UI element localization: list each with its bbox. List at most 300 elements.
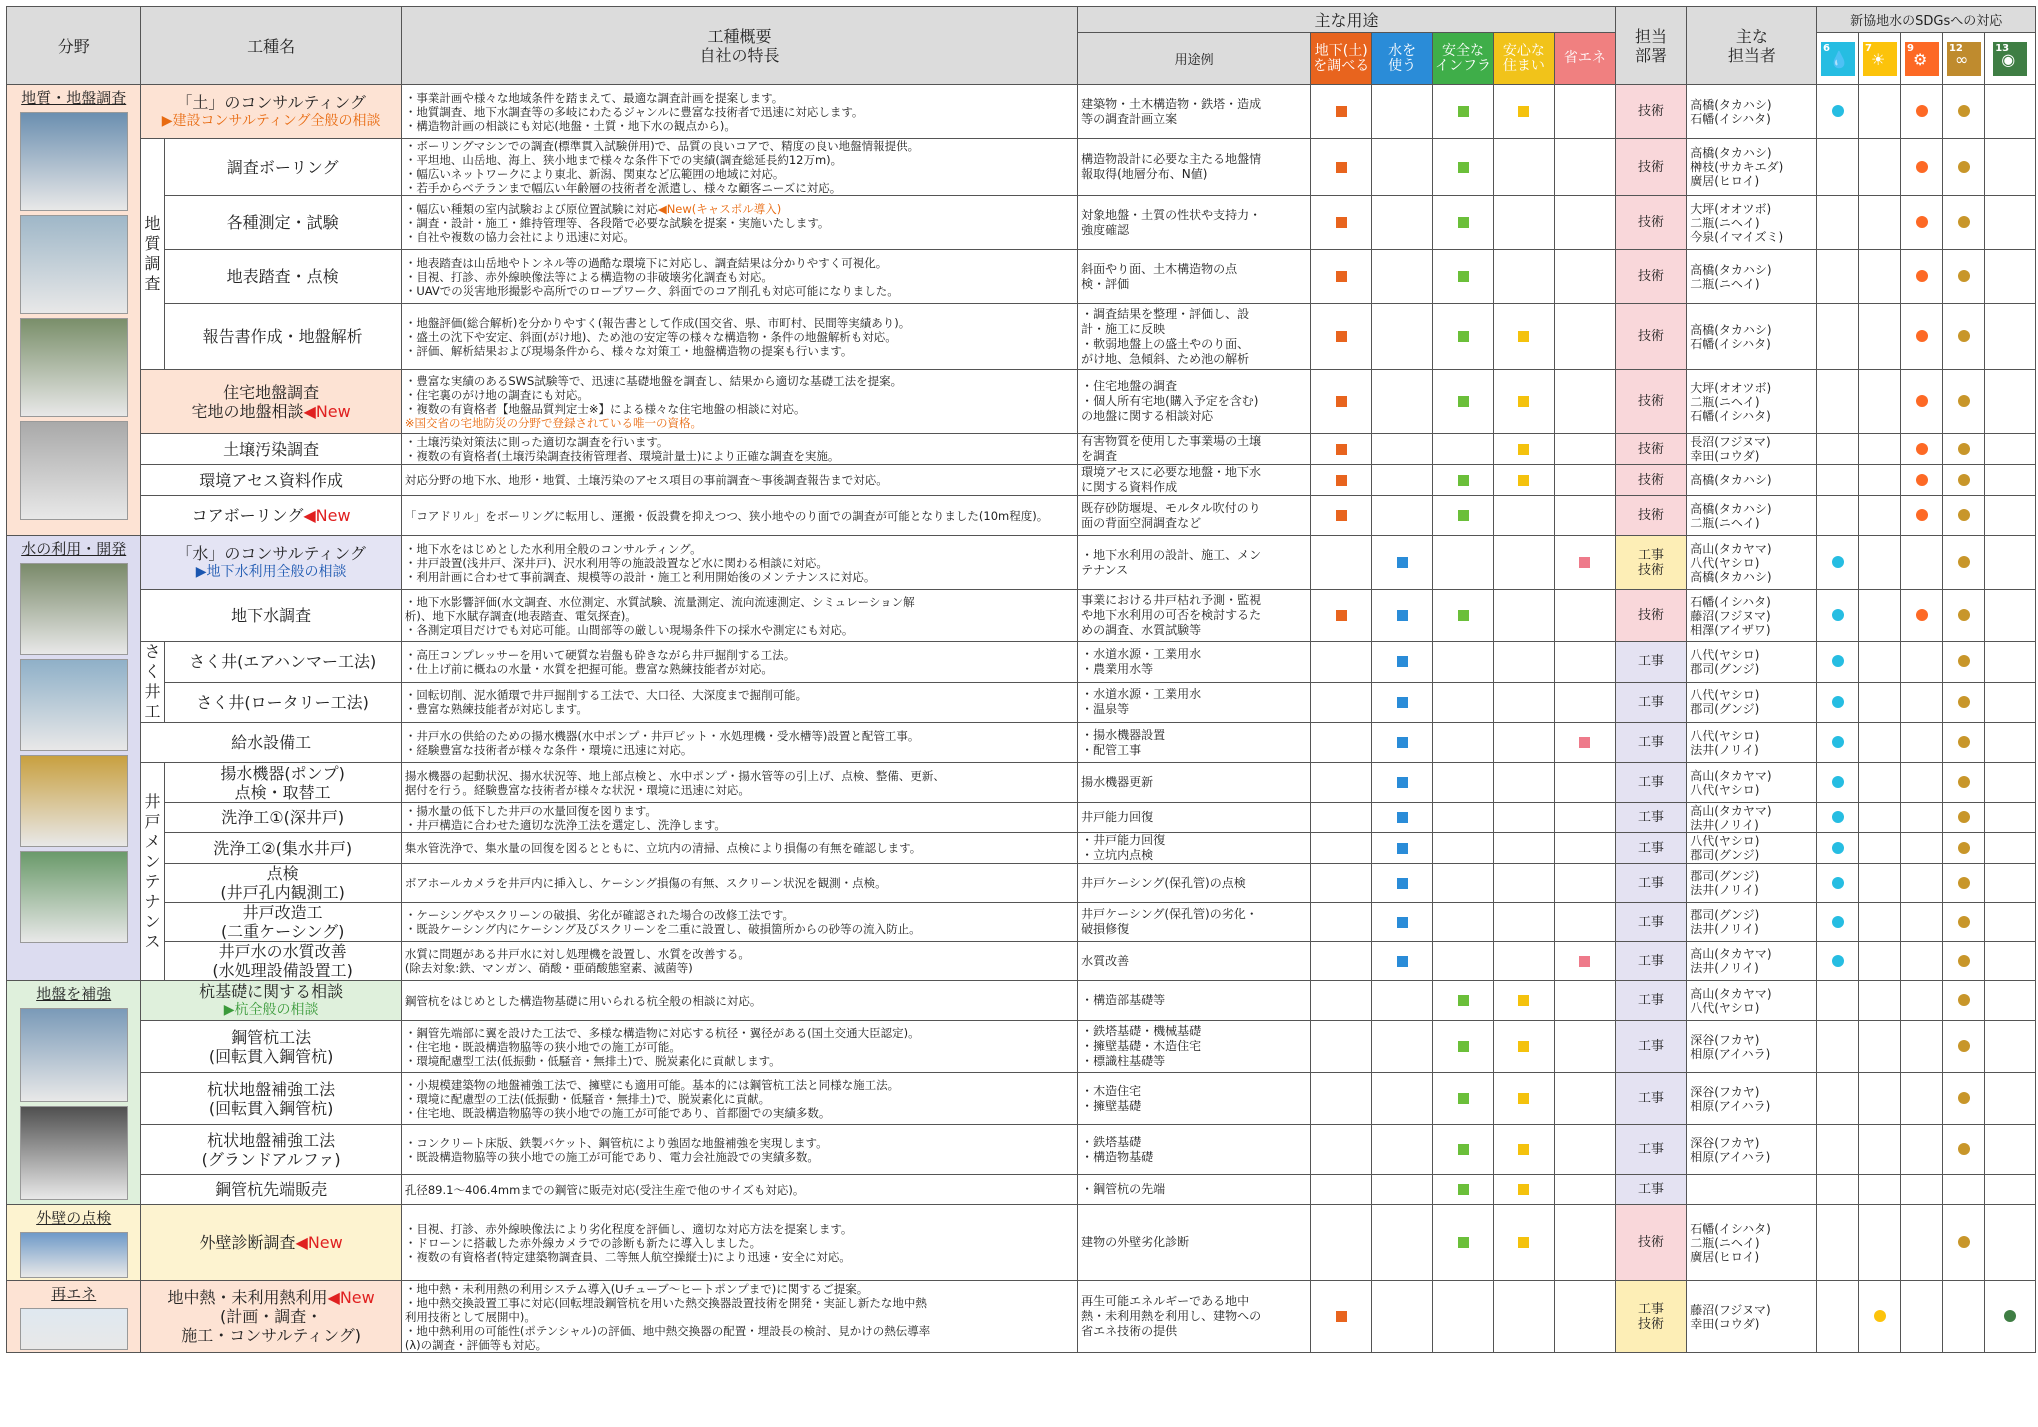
- use-mark-cell: [1554, 304, 1615, 370]
- sdg-dot: [1958, 811, 1970, 823]
- use-mark-cell: [1372, 642, 1433, 683]
- use-mark-cell: [1554, 903, 1615, 942]
- use-mark-square: [1458, 510, 1469, 521]
- header-dept: 担当 部署: [1615, 7, 1686, 85]
- use-mark-cell: [1311, 434, 1372, 465]
- table-row: [7, 465, 2036, 496]
- services-table: [6, 6, 2036, 1353]
- service-name: 調査ボーリング: [226, 157, 339, 177]
- use-mark-cell: [1433, 981, 1494, 1021]
- sdg-mark-cell: [1985, 1021, 2036, 1073]
- header-sdg-7: [1859, 33, 1901, 85]
- use-mark-cell: [1311, 1205, 1372, 1281]
- sdg-dot: [1958, 994, 1970, 1006]
- sdg-dot: [1832, 736, 1844, 748]
- use-example: 斜面やり面、土木構造物の点 検・評価: [1078, 250, 1311, 304]
- sdg-dot: [1958, 776, 1970, 788]
- sdg-mark-cell: [1859, 864, 1901, 903]
- table-row: [7, 682, 2036, 723]
- description-text: 孔径89.1～406.4mmまでの鋼管に販売対応(受注生産で他のサイズも対応)。: [404, 1182, 805, 1197]
- use-mark-cell: [1493, 465, 1554, 496]
- use-mark-square: [1518, 1237, 1529, 1248]
- sdg-goal-7-icon: [1863, 42, 1897, 76]
- header-field: 分野: [7, 7, 141, 85]
- use-mark-cell: [1554, 682, 1615, 723]
- use-mark-square: [1336, 1311, 1347, 1322]
- sdg-mark-cell: [1859, 370, 1901, 434]
- use-example: ・水道水源・工業用水 ・温泉等: [1078, 682, 1311, 723]
- sdg-mark-cell: [1985, 763, 2036, 803]
- sdg-mark-cell: [1943, 942, 1985, 981]
- service-name-cell: [141, 1175, 401, 1205]
- sdg-mark-cell: [1901, 763, 1943, 803]
- header-tag-0: 地下(土) を調べる: [1311, 33, 1372, 85]
- service-name-cell: [141, 1021, 401, 1073]
- service-name: 揚水機器(ポンプ): [220, 763, 345, 783]
- sdg-dot: [1916, 216, 1928, 228]
- description-text: ・ケーシングやスクリーンの破損、劣化が確認された場合の改修工法です。 ・既設ケーシング内にケーシング及びスクリーンを二重に設置し、破損箇所からの砂等の流入防止。: [404, 908, 921, 936]
- sdg-dot: [1832, 655, 1844, 667]
- use-mark-square: [1458, 1184, 1469, 1195]
- use-example: 井戸能力回復: [1078, 803, 1311, 833]
- use-mark-cell: [1493, 642, 1554, 683]
- sdg-dot: [1958, 955, 1970, 967]
- table-row: [7, 304, 2036, 370]
- sdg-mark-cell: [1901, 370, 1943, 434]
- sdg-mark-cell: [1859, 434, 1901, 465]
- sdg-dot: [1958, 916, 1970, 928]
- use-mark-cell: [1493, 496, 1554, 536]
- sdg-dot: [1958, 105, 1970, 117]
- service-description: [401, 370, 1077, 434]
- description-text: ・地中熱・未利用熱の利用システム導入(Uチューブ～ヒートポンプまで)に関するご提案。 ・地中熱交換設置工事に対応(回転埋設鋼管杭を用いた熱交換器設置技術を開発・実証し新たな地中熱 利用技術として展開中)。 ・地中熱利用の可能性(ポテンシャル)の評価、地中熱交換器の配置・埋設長の検討、見かけの熱伝導率 (λ)の調査・評価等も対応。: [404, 1281, 931, 1352]
- service-name: 鋼管杭先端販売: [215, 1180, 328, 1199]
- sdg-mark-cell: [1901, 1175, 1943, 1205]
- sdg-dot: [1958, 609, 1970, 621]
- service-name: 洗浄工①(深井戸): [221, 808, 345, 827]
- header-type: 工種名: [141, 7, 401, 85]
- use-mark-cell: [1311, 981, 1372, 1021]
- sdg-dot: [1832, 105, 1844, 117]
- sdg-mark-cell: [1817, 434, 1859, 465]
- use-mark-cell: [1311, 942, 1372, 981]
- service-name-line2: (グランドアルファ): [201, 1149, 341, 1169]
- staff-cell: 長沼(フジヌマ) 幸田(コウダ): [1687, 434, 1817, 465]
- sdg-mark-cell: [1901, 1281, 1943, 1353]
- dept-cell: 工事: [1615, 682, 1686, 723]
- category-label: 再エネ: [51, 1285, 97, 1303]
- service-name-sub: [144, 1150, 397, 1169]
- table-row: [7, 370, 2036, 434]
- service-name-cell: [141, 590, 401, 642]
- sdg-mark-cell: [1859, 1281, 1901, 1353]
- service-description: [401, 496, 1077, 536]
- staff-cell: 高山(タカヤマ) 八代(ヤシロ): [1687, 763, 1817, 803]
- sdg-dot: [1958, 736, 1970, 748]
- service-name-sub: [168, 961, 398, 980]
- sdg-goal-number: 9: [1906, 42, 1914, 54]
- service-name-sub: [168, 883, 398, 902]
- service-description: [401, 1021, 1077, 1073]
- use-mark-cell: [1433, 465, 1494, 496]
- service-name-cell: [164, 250, 401, 304]
- use-mark-cell: [1433, 1175, 1494, 1205]
- use-mark-cell: [1433, 496, 1494, 536]
- table-row: [7, 833, 2036, 864]
- description-text: 「コアドリル」をボーリングに転用し、運搬・仮設費を抑えつつ、狭小地やのり面での調査が可能となりました(10m程度)。: [404, 508, 1049, 523]
- use-mark-cell: [1311, 803, 1372, 833]
- service-name-line2: (回転貫入鋼管杭): [208, 1098, 334, 1118]
- use-mark-cell: [1372, 139, 1433, 196]
- sdg-goal-9-icon: [1905, 42, 1939, 76]
- use-mark-cell: [1372, 864, 1433, 903]
- use-mark-cell: [1554, 590, 1615, 642]
- sdg-mark-cell: [1943, 139, 1985, 196]
- table-row: [7, 139, 2036, 196]
- use-example: 再生可能エネルギーである地中 熱・未利用熱を利用し、建物への 省エネ技術の提供: [1078, 1281, 1311, 1353]
- sdg-mark-cell: [1859, 304, 1901, 370]
- service-name-cell: [141, 465, 401, 496]
- sdg-mark-cell: [1943, 250, 1985, 304]
- description-text: ・地盤評価(総合解析)を分かりやすく(報告書として作成(国交省、県、市町村、民間等実績あり)。 ・盛土の沈下や安定、斜面(がけ地)、ため池の安定等の様々な構造物・条件の地盤解析も対応。 ・評価、解析結果および現場条件から、様々な対策工・地盤構造物の提案も行います。: [404, 315, 911, 358]
- use-mark-cell: [1433, 434, 1494, 465]
- service-name-cell: [141, 1073, 401, 1125]
- sdg-mark-cell: [1817, 803, 1859, 833]
- sdg-dot: [1916, 509, 1928, 521]
- sdg-mark-cell: [1901, 496, 1943, 536]
- sdg-dot: [1958, 161, 1970, 173]
- category-photo: [20, 421, 128, 520]
- table-row: [7, 1205, 2036, 1281]
- sdg-mark-cell: [1859, 903, 1901, 942]
- header-use-example: 用途例: [1078, 33, 1311, 85]
- sdg-dot: [1832, 556, 1844, 568]
- use-mark-cell: [1372, 465, 1433, 496]
- description-text: ・ボーリングマシンでの調査(標準貫入試験併用)で、品質の良いコアで、精度の良い地盤情報提供。 ・平坦地、山岳地、海上、狭小地まで様々な条件下での実績(調査総延長約12万m)。 ・幅広いネットワークにより東北、新潟、関東など広範囲の地域に対応。 ・若手からベテランまで幅広い年齢層の技術者を派遣し、様々な顧客ニーズに対応。: [404, 139, 920, 195]
- table-row: [7, 981, 2036, 1021]
- sdg-dot: [1958, 474, 1970, 486]
- use-mark-cell: [1433, 942, 1494, 981]
- use-mark-cell: [1493, 723, 1554, 763]
- staff-cell: 高山(タカヤマ) 法井(ノリイ): [1687, 803, 1817, 833]
- service-name-sub: [144, 1047, 397, 1066]
- sdg-mark-cell: [1817, 139, 1859, 196]
- staff-cell: [1687, 1175, 1817, 1205]
- staff-cell: 八代(ヤシロ) 法井(ノリイ): [1687, 723, 1817, 763]
- sdg-goal-13-icon: [1993, 42, 2027, 76]
- use-mark-square: [1518, 1093, 1529, 1104]
- dept-cell: 技術: [1615, 196, 1686, 250]
- service-name: 杭基礎に関する相談: [199, 981, 344, 1001]
- sdg-mark-cell: [1985, 536, 2036, 590]
- use-mark-cell: [1433, 1125, 1494, 1175]
- use-mark-square: [1579, 956, 1590, 967]
- use-mark-cell: [1372, 723, 1433, 763]
- sdg-dot: [1958, 1040, 1970, 1052]
- dept-cell: 技術: [1615, 496, 1686, 536]
- sdg-mark-cell: [1817, 1175, 1859, 1205]
- description-text: 集水管洗浄で、集水量の回復を図るとともに、立坑内の清掃、点検により損傷の有無を確認します。: [404, 841, 922, 855]
- table-row: [7, 942, 2036, 981]
- sdg-mark-cell: [1817, 1021, 1859, 1073]
- use-example: ・地下水利用の設計、施工、メン テナンス: [1078, 536, 1311, 590]
- service-name: 洗浄工②(集水井戸): [213, 838, 353, 858]
- use-mark-cell: [1493, 1205, 1554, 1281]
- use-mark-cell: [1433, 250, 1494, 304]
- category-cell: [7, 1205, 141, 1281]
- sdg-mark-cell: [1901, 196, 1943, 250]
- use-example: 井戸ケーシング(保孔管)の点検: [1078, 864, 1311, 903]
- use-mark-cell: [1554, 1073, 1615, 1125]
- use-mark-cell: [1554, 1205, 1615, 1281]
- dept-cell: 工事: [1615, 903, 1686, 942]
- sdg-mark-cell: [1985, 642, 2036, 683]
- service-description: [401, 1125, 1077, 1175]
- use-mark-square: [1397, 878, 1408, 889]
- sdg-goal-number: 6: [1822, 42, 1830, 54]
- use-mark-cell: [1372, 1281, 1433, 1353]
- sdg-mark-cell: [1859, 803, 1901, 833]
- use-mark-cell: [1372, 1073, 1433, 1125]
- sdg-mark-cell: [1943, 763, 1985, 803]
- sdg-mark-cell: [1985, 139, 2036, 196]
- staff-cell: 高橋(タカハシ) 二瓶(ニヘイ): [1687, 250, 1817, 304]
- use-example: 建物の外壁劣化診断: [1078, 1205, 1311, 1281]
- use-mark-square: [1336, 475, 1347, 486]
- sdg-mark-cell: [1985, 833, 2036, 864]
- sdg-glyph-icon: 💧: [1828, 49, 1849, 69]
- use-mark-square: [1397, 656, 1408, 667]
- staff-cell: 高山(タカヤマ) 八代(ヤシロ) 高橋(タカハシ): [1687, 536, 1817, 590]
- sdg-mark-cell: [1901, 981, 1943, 1021]
- staff-cell: 藤沼(フジヌマ) 幸田(コウダ): [1687, 1281, 1817, 1353]
- use-mark-cell: [1554, 763, 1615, 803]
- dept-cell: 工事 技術: [1615, 536, 1686, 590]
- use-mark-square: [1336, 510, 1347, 521]
- sdg-mark-cell: [1985, 1125, 2036, 1175]
- table-row: [7, 85, 2036, 139]
- staff-cell: 石幡(イシハタ) 藤沼(フジヌマ) 相澤(アイザワ): [1687, 590, 1817, 642]
- sdg-mark-cell: [1817, 536, 1859, 590]
- service-description: [401, 864, 1077, 903]
- use-mark-cell: [1554, 196, 1615, 250]
- sdg-mark-cell: [1817, 942, 1859, 981]
- service-description: [401, 85, 1077, 139]
- sdg-dot: [2004, 1310, 2016, 1322]
- service-description: [401, 434, 1077, 465]
- service-name-line2: 宅地の地盤相談: [191, 401, 304, 421]
- sdg-mark-cell: [1943, 981, 1985, 1021]
- use-mark-cell: [1433, 370, 1494, 434]
- dept-cell: 工事 技術: [1615, 1281, 1686, 1353]
- use-mark-cell: [1311, 763, 1372, 803]
- staff-cell: 高山(タカヤマ) 八代(ヤシロ): [1687, 981, 1817, 1021]
- service-name-cell: [141, 1281, 401, 1353]
- use-example: ・鋼管杭の先端: [1078, 1175, 1311, 1205]
- use-mark-cell: [1433, 903, 1494, 942]
- use-mark-cell: [1311, 1125, 1372, 1175]
- sdg-mark-cell: [1859, 642, 1901, 683]
- dept-cell: 工事: [1615, 1125, 1686, 1175]
- sdg-mark-cell: [1943, 590, 1985, 642]
- table-row: [7, 903, 2036, 942]
- use-mark-cell: [1372, 536, 1433, 590]
- use-mark-cell: [1372, 1205, 1433, 1281]
- sdg-mark-cell: [1901, 723, 1943, 763]
- use-mark-cell: [1372, 434, 1433, 465]
- use-mark-square: [1458, 1144, 1469, 1155]
- use-mark-cell: [1554, 85, 1615, 139]
- use-example: 井戸ケーシング(保孔管)の劣化・ 破損修復: [1078, 903, 1311, 942]
- sdg-mark-cell: [1985, 864, 2036, 903]
- sdg-dot: [1958, 509, 1970, 521]
- sdg-dot: [1958, 842, 1970, 854]
- dept-cell: 技術: [1615, 250, 1686, 304]
- sdg-mark-cell: [1901, 864, 1943, 903]
- sdg-mark-cell: [1943, 1205, 1985, 1281]
- description-text: ・幅広い種類の室内試験および原位置試験に対応: [404, 201, 658, 216]
- new-badge: ◀New: [327, 1288, 375, 1307]
- sdg-mark-cell: [1859, 85, 1901, 139]
- description-text: 対応分野の地下水、地形・地質、土壌汚染のアセス項目の事前調査～事後調査報告まで対応。: [404, 473, 888, 487]
- description-text: ・鋼管先端部に翼を設けた工法で、多様な構造物に対応する杭径・翼径がある(国土交通大臣認定)。 ・住宅地・既設構造物脇等の狭小地での施工が可能。 ・環境配慮型工法(低振動・低騒音・無排土)で、脱炭素化に貢献します。: [404, 1025, 920, 1068]
- use-example: 水質改善: [1078, 942, 1311, 981]
- sdg-dot: [1958, 877, 1970, 889]
- sdg-mark-cell: [1817, 981, 1859, 1021]
- sdg-mark-cell: [1943, 465, 1985, 496]
- category-photo: [20, 318, 128, 417]
- sdg-dot: [1916, 105, 1928, 117]
- sdg-mark-cell: [1943, 1125, 1985, 1175]
- use-mark-cell: [1311, 864, 1372, 903]
- header-uses: 主な用途: [1078, 7, 1616, 33]
- service-name-sub: [168, 922, 398, 941]
- sdg-mark-cell: [1901, 1021, 1943, 1073]
- category-label: 地盤を補強: [36, 985, 112, 1003]
- sdg-mark-cell: [1817, 833, 1859, 864]
- description-text: ・地下水影響評価(水文調査、水位測定、水質試験、流量測定、流向流速測定、シミュレーション解 析)、地下水賦存調査(地表踏査、電気探査)。 ・各測定項目だけでも対応可能。山間部等の厳しい現場条件下の採水や測定にも対応。: [404, 594, 915, 637]
- use-mark-square: [1518, 444, 1529, 455]
- sdg-mark-cell: [1817, 496, 1859, 536]
- use-mark-cell: [1372, 903, 1433, 942]
- service-consult-link: ▶建設コンサルティング全般の相談: [161, 112, 381, 129]
- dept-cell: 技術: [1615, 370, 1686, 434]
- use-mark-cell: [1493, 1073, 1554, 1125]
- category-photo: [20, 755, 128, 847]
- table-row: [7, 434, 2036, 465]
- sdg-mark-cell: [1985, 434, 2036, 465]
- sdg-mark-cell: [1817, 723, 1859, 763]
- use-mark-cell: [1311, 465, 1372, 496]
- service-description: [401, 942, 1077, 981]
- sdg-mark-cell: [1859, 942, 1901, 981]
- sdg-mark-cell: [1859, 1073, 1901, 1125]
- use-mark-cell: [1433, 803, 1494, 833]
- use-mark-cell: [1493, 1281, 1554, 1353]
- use-mark-cell: [1311, 903, 1372, 942]
- dept-cell: 技術: [1615, 590, 1686, 642]
- sdg-mark-cell: [1901, 304, 1943, 370]
- service-name-line2: (水処理設備設置工): [212, 961, 353, 980]
- sdg-mark-cell: [1943, 304, 1985, 370]
- use-mark-cell: [1372, 250, 1433, 304]
- sdg-mark-cell: [1859, 536, 1901, 590]
- service-name-cell: [141, 496, 401, 536]
- description-text: ・豊富な実績のあるSWS試験等で、迅速に基礎地盤を調査し、結果から適切な基礎工法を提案。 ・住宅裏のがけ地の調査にも対応。 ・複数の有資格者【地盤品質判定士※】による様々な住宅地盤の相談に対応。: [404, 373, 903, 416]
- use-mark-square: [1458, 1041, 1469, 1052]
- sdg-dot: [1958, 443, 1970, 455]
- service-name: 井戸改造工: [242, 903, 323, 922]
- header-overview: 工種概要 自社の特長: [401, 7, 1077, 85]
- sdg-dot: [1832, 609, 1844, 621]
- use-mark-cell: [1311, 642, 1372, 683]
- use-mark-cell: [1493, 682, 1554, 723]
- service-description: [401, 304, 1077, 370]
- use-mark-cell: [1493, 981, 1554, 1021]
- staff-cell: 深谷(フカヤ) 相原(アイハラ): [1687, 1125, 1817, 1175]
- use-mark-square: [1458, 396, 1469, 407]
- sdg-mark-cell: [1901, 1205, 1943, 1281]
- use-example: ・木造住宅 ・擁壁基礎: [1078, 1073, 1311, 1125]
- sdg-mark-cell: [1985, 370, 2036, 434]
- use-mark-cell: [1493, 833, 1554, 864]
- table-row: [7, 1175, 2036, 1205]
- staff-cell: 郡司(グンジ) 法井(ノリイ): [1687, 903, 1817, 942]
- dept-cell: 技術: [1615, 85, 1686, 139]
- sdg-mark-cell: [1859, 250, 1901, 304]
- use-mark-cell: [1554, 642, 1615, 683]
- sdg-dot: [1832, 842, 1844, 854]
- dept-cell: 工事: [1615, 1073, 1686, 1125]
- header-sdgs: 新協地水のSDGsへの対応: [1817, 7, 2036, 33]
- sdg-mark-cell: [1943, 196, 1985, 250]
- use-mark-cell: [1433, 1205, 1494, 1281]
- category-cell: [7, 1281, 141, 1353]
- use-mark-square: [1336, 331, 1347, 342]
- use-mark-cell: [1493, 370, 1554, 434]
- service-name: 点検: [266, 864, 299, 883]
- use-mark-cell: [1554, 1281, 1615, 1353]
- service-name: 報告書作成・地盤解析: [202, 327, 363, 346]
- staff-cell: 八代(ヤシロ) 郡司(グンジ): [1687, 642, 1817, 683]
- sdg-goal-number: 7: [1864, 42, 1872, 54]
- sdg-mark-cell: [1943, 903, 1985, 942]
- sdg-dot: [1958, 330, 1970, 342]
- sdg-mark-cell: [1985, 196, 2036, 250]
- sdg-mark-cell: [1859, 763, 1901, 803]
- service-description: [401, 981, 1077, 1021]
- description-text-cont: ・調査・設計・施工・維持管理等、各段階で必要な試験を提案・実施いたします。 ・自社や複数の協力会社により迅速に対応。: [404, 215, 830, 244]
- description-text: 鋼管杭をはじめとした構造物基礎に用いられる杭全般の相談に対応。: [404, 993, 762, 1008]
- sdg-mark-cell: [1985, 465, 2036, 496]
- service-name: 土壌汚染調査: [223, 439, 320, 459]
- description-text: ・コンクリート床版、鉄製バケット、鋼管杭により強固な地盤補強を実現します。 ・既設構造物脇等の狭小地での施工が可能であり、電力会社施設での実績多数。: [404, 1135, 828, 1164]
- service-name-cell: [141, 1205, 401, 1281]
- use-mark-cell: [1493, 250, 1554, 304]
- service-name-cell: [164, 763, 401, 803]
- service-name-cell: [164, 196, 401, 250]
- use-mark-cell: [1372, 803, 1433, 833]
- sdg-mark-cell: [1943, 642, 1985, 683]
- dept-cell: 工事: [1615, 1175, 1686, 1205]
- description-text: 水質に問題がある井戸水に対し処理機を設置し、水質を改善する。 (除去対象:鉄、マンガン、硝酸・亜硝酸態窒素、滅菌等): [404, 947, 750, 975]
- sdg-dot: [1958, 216, 1970, 228]
- sdg-mark-cell: [1901, 1073, 1943, 1125]
- use-mark-cell: [1493, 903, 1554, 942]
- group-cell: 地 質 調 査: [141, 139, 164, 370]
- sdg-glyph-icon: ◉: [2001, 49, 2016, 69]
- service-description: [401, 139, 1077, 196]
